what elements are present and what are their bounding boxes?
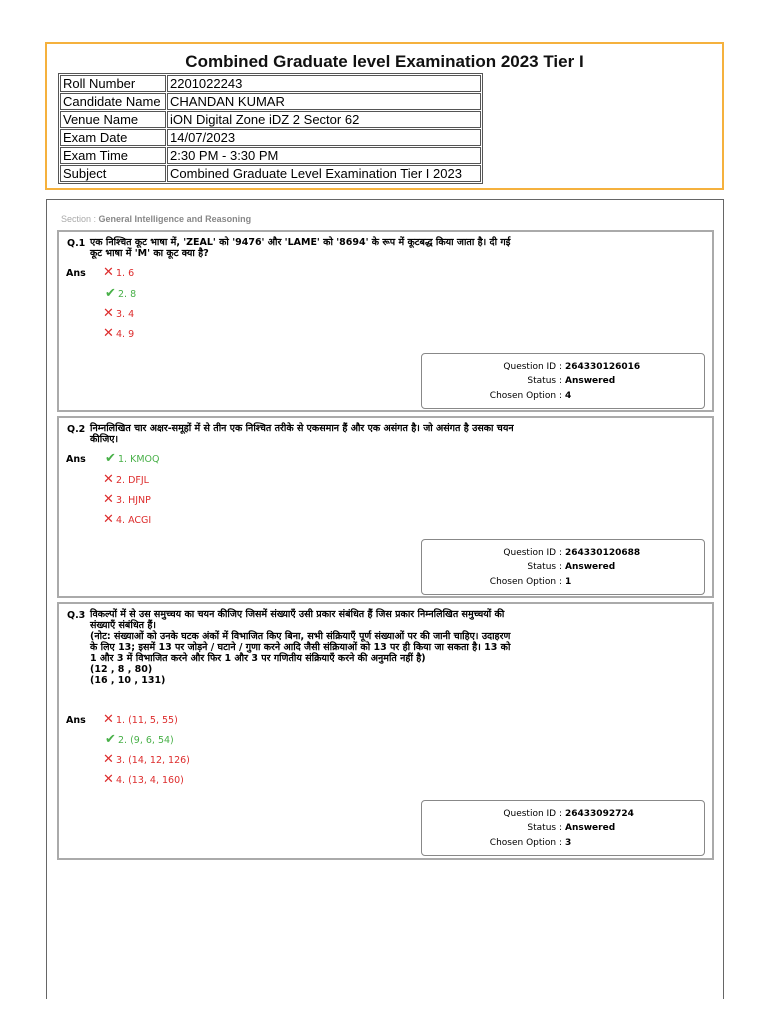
info-label: Roll Number (60, 75, 166, 92)
question-number: Q.2 (67, 424, 86, 435)
question-id-label: Question ID : (503, 809, 562, 819)
ans-label: Ans (66, 454, 86, 465)
question-text (90, 609, 520, 686)
section-header (61, 214, 251, 224)
status-label: Status : (527, 562, 562, 572)
ans-label: Ans (66, 715, 86, 726)
option-1: ✕ 1. (11, 5, 55) (101, 713, 178, 727)
info-row-roll-number (60, 75, 481, 92)
cross-icon: ✕ (103, 772, 114, 787)
question-text-line: विकल्पों में से उस समुच्चय का चयन कीजिए जिसमें संख्याएँ उसी प्रकार संबंधित हैं जिस प्रकार निम्नलिखित समुच्चयों की संख्याएँ संबंधित हैं। (90, 609, 505, 631)
info-label: Subject (60, 165, 166, 182)
question-id-value: 26433092724 (565, 809, 634, 819)
chosen-option-value: 3 (565, 838, 572, 848)
section-name: General Intelligence and Reasoning (98, 214, 252, 224)
info-value: Combined Graduate Level Examination Tier I 2023 (167, 165, 481, 182)
info-row-candidate-name (60, 93, 481, 110)
option-1: ✕ 1. 6 (101, 266, 134, 280)
option-2: ✔ 2. 8 (103, 287, 136, 301)
candidate-info-box (45, 42, 724, 190)
question-panel-1 (57, 230, 714, 412)
chosen-option-label: Chosen Option : (489, 577, 562, 587)
chosen-option-value: 4 (565, 391, 572, 401)
option-3: ✕ 3. 4 (101, 307, 134, 321)
status-label: Status : (527, 376, 562, 386)
section-prefix: Section : (61, 214, 99, 224)
info-value: iON Digital Zone iDZ 2 Sector 62 (167, 111, 481, 128)
info-value: 14/07/2023 (167, 129, 481, 146)
cross-icon: ✕ (103, 306, 114, 321)
question-id-value: 264330120688 (565, 548, 641, 558)
cross-icon: ✕ (103, 712, 114, 727)
info-label: Exam Time (60, 147, 166, 164)
question-id-value: 264330126016 (565, 362, 641, 372)
question-meta-box (421, 539, 705, 595)
option-4: ✕ 4. 9 (101, 327, 134, 341)
cross-icon: ✕ (103, 265, 114, 280)
info-value: 2:30 PM - 3:30 PM (167, 147, 481, 164)
cross-icon: ✕ (103, 326, 114, 341)
option-3: ✕ 3. (14, 12, 126) (101, 753, 190, 767)
chosen-option-label: Chosen Option : (489, 391, 562, 401)
cross-icon: ✕ (103, 492, 114, 507)
question-text-line: (12 , 8 , 80) (90, 664, 153, 675)
status-value: Answered (565, 823, 616, 833)
status-value: Answered (565, 562, 616, 572)
check-icon: ✔ (105, 732, 116, 747)
chosen-option-label: Chosen Option : (489, 838, 562, 848)
option-4: ✕ 4. ACGI (101, 513, 151, 527)
info-value: CHANDAN KUMAR (167, 93, 481, 110)
cross-icon: ✕ (103, 472, 114, 487)
question-panel-3 (57, 602, 714, 860)
status-label: Status : (527, 823, 562, 833)
info-label: Candidate Name (60, 93, 166, 110)
info-row-exam-date (60, 129, 481, 146)
candidate-info-table (58, 73, 483, 184)
option-2: ✕ 2. DFJL (101, 473, 149, 487)
question-meta-box (421, 353, 705, 409)
info-label: Exam Date (60, 129, 166, 146)
question-text-line: (नोट: संख्याओं को उनके घटक अंकों में विभाजित किए बिना, सभी संक्रियाएँ पूर्ण संख्याओं पर की जानी चाहिए। उदाहरण के लिए 13; इसमें 13 पर जोड़ने / घटाने / गुणा करने आदि जैसी संक्रियाओं को 13 पर ही किया जा सकता है। 13 को 1 और 3 में विभाजित करने और फिर 1 और 3 पर गणितीय संक्रियाएँ करने की अनुमति नहीं है) (90, 631, 511, 664)
info-row-exam-time (60, 147, 481, 164)
check-icon: ✔ (105, 286, 116, 301)
info-value: 2201022243 (167, 75, 481, 92)
question-text-line: (16 , 10 , 131) (90, 675, 166, 686)
question-id-label: Question ID : (503, 362, 562, 372)
question-number: Q.3 (67, 610, 86, 621)
status-value: Answered (565, 376, 616, 386)
option-2: ✔ 2. (9, 6, 54) (103, 733, 174, 747)
question-id-label: Question ID : (503, 548, 562, 558)
question-number: Q.1 (67, 238, 86, 249)
info-label: Venue Name (60, 111, 166, 128)
ans-label: Ans (66, 268, 86, 279)
info-row-venue-name (60, 111, 481, 128)
option-3: ✕ 3. HJNP (101, 493, 151, 507)
option-1: ✔ 1. KMOQ (103, 452, 159, 466)
question-panel-2 (57, 416, 714, 598)
chosen-option-value: 1 (565, 577, 572, 587)
question-text: एक निश्चित कूट भाषा में, 'ZEAL' को '9476' और 'LAME' को '8694' के रूप में कूटबद्ध किया जाता है। दी गई कूट भाषा में 'M' का कूट क्या है? (90, 237, 511, 259)
option-4: ✕ 4. (13, 4, 160) (101, 773, 184, 787)
question-text: निम्नलिखित चार अक्षर-समूहों में से तीन एक निश्चित तरीके से एकसमान हैं और एक असंगत है। जो असंगत है उसका चयन कीजिए। (90, 423, 514, 445)
exam-title: Combined Graduate level Examination 2023 Tier I (185, 52, 584, 71)
cross-icon: ✕ (103, 512, 114, 527)
info-row-subject (60, 165, 481, 182)
check-icon: ✔ (105, 451, 116, 466)
question-meta-box (421, 800, 705, 856)
cross-icon: ✕ (103, 752, 114, 767)
